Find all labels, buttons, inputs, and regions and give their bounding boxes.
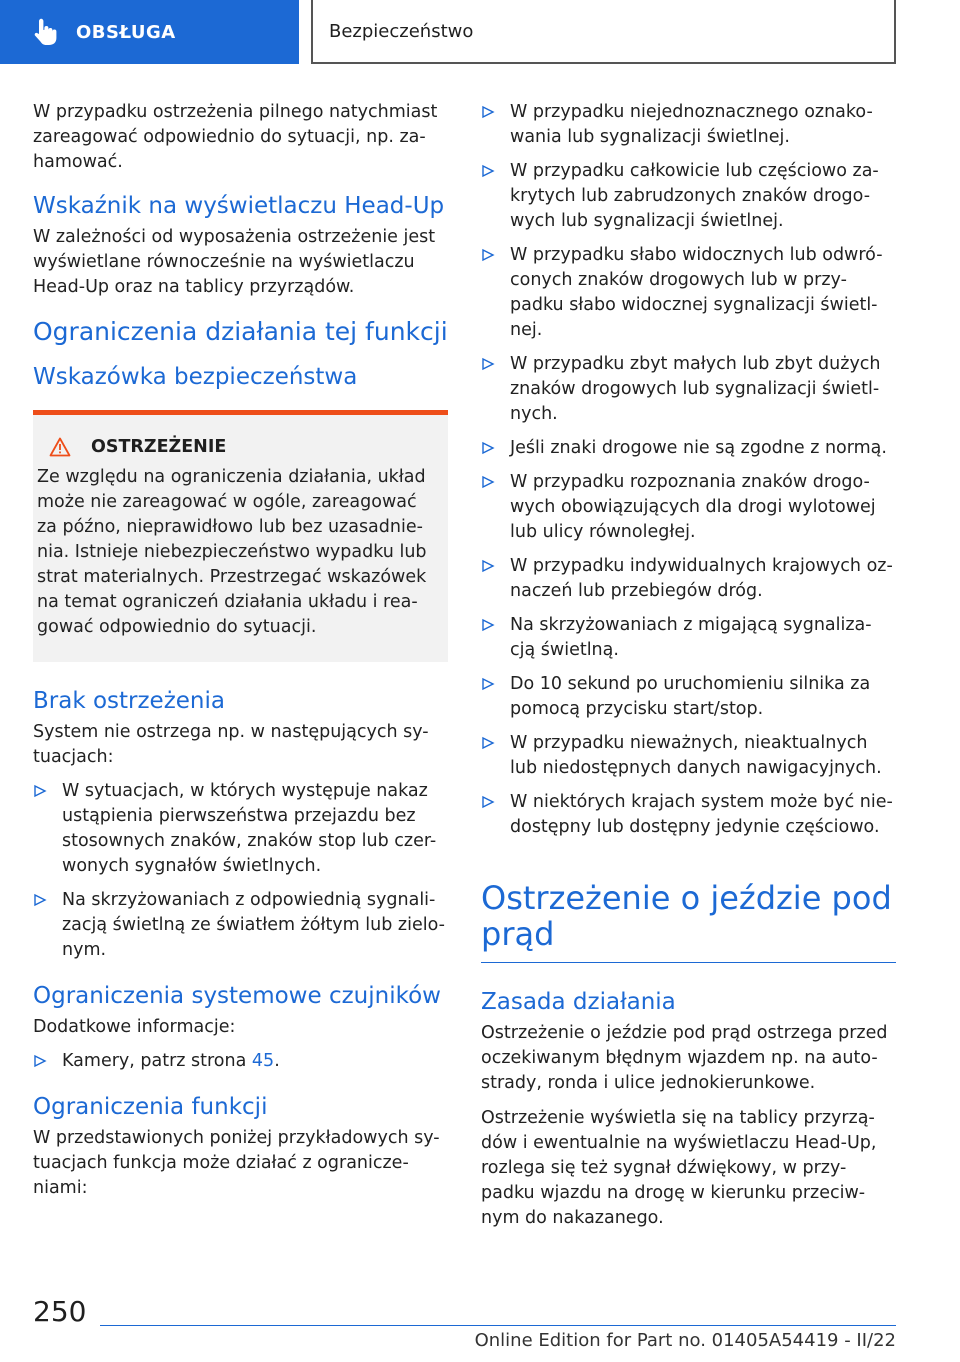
principle-paragraph-1: Ostrzeżenie o jeździe pod prąd ostrzega przed oczekiwanym błędnym wjazdem np. na auto-strady, ronda i ulice jednokierunkowe. xyxy=(481,1023,888,1093)
edition-note: Online Edition for Part no. 01405A54419 - II/22 xyxy=(474,1330,896,1351)
triangle-bullet-icon xyxy=(481,101,495,123)
left-column xyxy=(33,100,448,1201)
sensor-heading: Ograniczenia systemowe czujników xyxy=(33,983,441,1009)
page-link-45[interactable]: 45 xyxy=(251,1051,275,1071)
sensor-list xyxy=(33,1049,448,1074)
triangle-bullet-icon xyxy=(481,673,495,695)
chapter-title: Ostrzeżenie o jeździe pod prąd xyxy=(481,879,892,953)
func-paragraph: W przedstawionych poniżej przykładowych sy-tuacjach funkcja może działać z ograni​cze-niami: xyxy=(33,1128,440,1198)
nowarn-heading: Brak ostrzeżenia xyxy=(33,688,225,714)
triangle-bullet-icon xyxy=(481,160,495,182)
chapter-block xyxy=(481,880,896,963)
chapter-label: Bezpieczeństwo xyxy=(329,20,474,42)
intro-paragraph: W przypadku ostrzeżenia pilnego natychmiast zareagować odpowiednio do sytuacji, np. za-hamować. xyxy=(33,102,438,172)
list-item: W przypadku indywidualnych krajowych oz-naczeń lub przebiegów dróg. xyxy=(481,554,896,604)
list-item: W przypadku nieważnych, nieaktualnych lub niedostępnych danych nawigacyjnych. xyxy=(481,731,896,781)
triangle-bullet-icon xyxy=(481,555,495,577)
func-heading: Ograniczenia funkcji xyxy=(33,1094,268,1120)
triangle-bullet-icon xyxy=(33,1050,47,1072)
limits-list xyxy=(481,100,896,840)
triangle-bullet-icon xyxy=(33,780,47,802)
warning-triangle-icon xyxy=(49,437,71,457)
footer-divider xyxy=(100,1325,896,1326)
triangle-bullet-icon xyxy=(481,471,495,493)
limits-heading: Ograniczenia działania tej funkcji xyxy=(33,317,448,346)
warning-text: Ze względu na ograniczenia działania, układ może nie zareagować w ogóle, zareagować za późno, nieprawidłowo lub bez uzasadnie-nia. Istnieje niebezpieczeństwo wypadku lub strat materialnych. Przestrzegać wskazówek na temat ograniczeń działania układu i rea-gować odpowiednio do sytuacji. xyxy=(37,467,427,637)
list-item: W przypadku niejednoznacznego oznako-wania lub sygnalizacji świetlnej. xyxy=(481,100,896,150)
list-item: W przypadku słabo widocznych lub odwró-conych znaków drogowych lub w przy-padku słabo widocznej sygnalizacji świetl-nej. xyxy=(481,243,896,343)
section-tab[interactable] xyxy=(0,0,299,64)
list-item: W przypadku zbyt małych lub zbyt dużych znaków drogowych lub sygnalizacji świetl-nych. xyxy=(481,352,896,427)
right-column xyxy=(481,100,896,1231)
triangle-bullet-icon xyxy=(33,889,47,911)
section-label: OBSŁUGA xyxy=(76,21,176,43)
list-item: Kamery, patrz strona 45. xyxy=(33,1049,448,1074)
chapter-header xyxy=(311,0,896,64)
triangle-bullet-icon xyxy=(481,732,495,754)
hand-pointer-icon xyxy=(30,17,60,47)
warning-box xyxy=(33,410,448,662)
principle-paragraph-2: Ostrzeżenie wyświetla się na tablicy przyrzą-dów i ewentualnie na wyświetlaczu Head-Up, rozlega się też sygnał dźwiękowy, w przy-padku wjazdu na drogę w kierunku przeciw-nym do nakazanego. xyxy=(481,1108,877,1228)
triangle-bullet-icon xyxy=(481,353,495,375)
triangle-bullet-icon xyxy=(481,614,495,636)
triangle-bullet-icon xyxy=(481,244,495,266)
nowarn-paragraph: System nie ostrzega np. w następujących sy-tuacjach: xyxy=(33,722,429,767)
sensor-paragraph: Dodatkowe informacje: xyxy=(33,1017,236,1037)
warning-title xyxy=(49,437,434,457)
triangle-bullet-icon xyxy=(481,791,495,813)
page-number: 250 xyxy=(33,1295,87,1328)
list-item: W niektórych krajach system może być nie-dostępny lub dostępny jedynie częściowo. xyxy=(481,790,896,840)
list-item: Do 10 sekund po uruchomieniu silnika za pomocą przycisku start/stop. xyxy=(481,672,896,722)
list-item: Na skrzyżowaniach z odpowiednią sygnali-zacją świetlną ze światłem żółtym lub zielo-nym. xyxy=(33,888,448,963)
hud-paragraph: W zależności od wyposażenia ostrzeżenie jest wyświetlane równocześnie na wyświetlaczu Head-Up oraz na tablicy przyrządów. xyxy=(33,227,436,297)
list-item: W przypadku rozpoznania znaków drogo-wych obowiązujących dla drogi wylotowej lub ulicy równoległej. xyxy=(481,470,896,545)
principle-heading: Zasada działania xyxy=(481,989,676,1015)
warning-title-text: OSTRZEŻENIE xyxy=(91,437,227,457)
list-item: Jeśli znaki drogowe nie są zgodne z normą. xyxy=(481,436,896,461)
nowarn-list xyxy=(33,779,448,963)
list-item: Na skrzyżowaniach z migającą sygnaliza-cją świetlną. xyxy=(481,613,896,663)
list-item: W przypadku całkowicie lub częściowo za-krytych lub zabrudzonych znaków drogo-wych lub sygnalizacji świetlnej. xyxy=(481,159,896,234)
chapter-divider xyxy=(481,962,896,963)
hud-heading: Wskaźnik na wyświetlaczu Head-Up xyxy=(33,193,445,219)
triangle-bullet-icon xyxy=(481,437,495,459)
safety-heading: Wskazówka bezpieczeństwa xyxy=(33,364,358,390)
list-item: W sytuacjach, w których występuje nakaz ustąpienia pierwszeństwa przejazdu bez stosownych znaków, znaków stop lub czer-wonych sygnałów świetlnych. xyxy=(33,779,448,879)
